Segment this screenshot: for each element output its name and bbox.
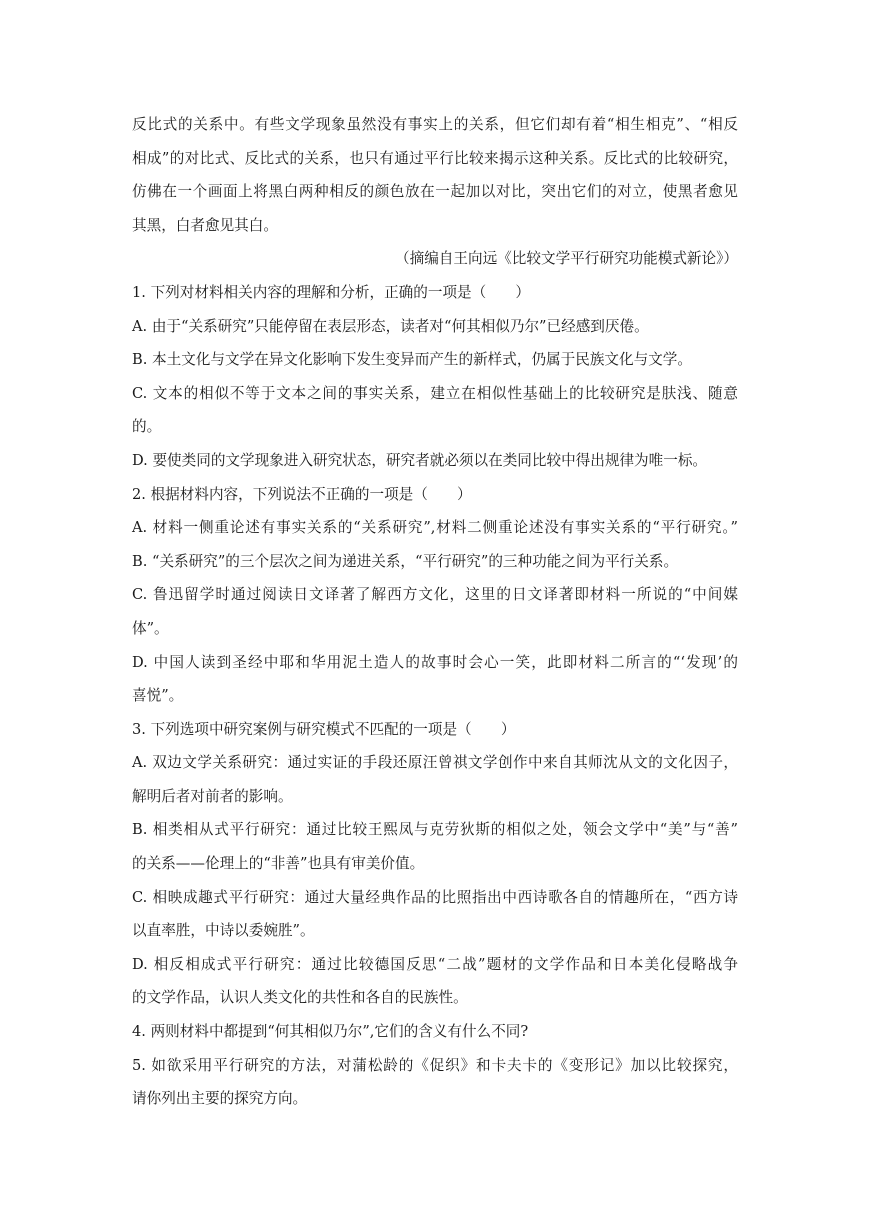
document-page xyxy=(132,108,738,1116)
passage-line: 相成”的对比式、反比式的关系，也只有通过平行比较来揭示这种关系。反比式的比较研究， xyxy=(132,149,738,167)
option-a: A. 材料一侧重论述有事实关系的“关系研究”,材料二侧重论述没有事实关系的“平行研究。” xyxy=(132,519,738,537)
option-c-continuation: 以直率胜，中诗以委婉胜”。 xyxy=(132,922,315,940)
question-2 xyxy=(132,478,738,713)
option-c-continuation: 的。 xyxy=(132,418,162,436)
question-stem: 5. 如欲采用平行研究的方法，对蒲松龄的《促织》和卡夫卡的《变形记》加以比较探究， xyxy=(132,1056,738,1074)
option-b-continuation: 的关系——伦理上的“非善”也具有审美价值。 xyxy=(132,855,425,873)
option-b: B. 本土文化与文学在异文化影响下发生变异而产生的新样式，仍属于民族文化与文学。 xyxy=(132,351,692,369)
passage-line: 仿佛在一个画面上将黑白两种相反的颜色放在一起加以对比，突出它们的对立，使黑者愈见 xyxy=(132,183,738,201)
option-c: C. 鲁迅留学时通过阅读日文译著了解西方文化，这里的日文译著即材料一所说的“中间媒 xyxy=(132,586,738,604)
question-stem: 2. 根据材料内容，下列说法不正确的一项是（ ） xyxy=(132,485,472,503)
question-3 xyxy=(132,713,738,1015)
option-d-continuation: 的文学作品，认识人类文化的共性和各自的民族性。 xyxy=(132,989,468,1007)
question-stem-continuation: 请你列出主要的探究方向。 xyxy=(132,1090,308,1108)
question-5 xyxy=(132,1049,738,1116)
option-b: B. 相类相从式平行研究：通过比较王熙凤与克劳狄斯的相似之处，领会文学中“美”与“善” xyxy=(132,821,738,839)
option-a-continuation: 解明后者对前者的影响。 xyxy=(132,787,293,805)
question-4 xyxy=(132,1015,738,1049)
option-d: D. 相反相成式平行研究：通过比较德国反思“二战”题材的文学作品和日本美化侵略战争 xyxy=(132,955,738,973)
option-c-continuation: 体”。 xyxy=(132,619,169,637)
option-a: A. 双边文学关系研究：通过实证的手段还原汪曾祺文学创作中来自其师沈从文的文化因子， xyxy=(132,754,738,772)
option-d-continuation: 喜悦”。 xyxy=(132,687,184,705)
passage xyxy=(132,108,738,276)
option-d: D. 要使类同的文学现象进入研究状态，研究者就必须以在类同比较中得出规律为唯一标。 xyxy=(132,451,708,469)
option-a: A. 由于“关系研究”只能停留在表层形态，读者对“何其相似乃尔”已经感到厌倦。 xyxy=(132,317,649,335)
question-stem: 4. 两则材料中都提到“何其相似乃尔”,它们的含义有什么不同? xyxy=(132,1023,529,1041)
question-stem: 3. 下列选项中研究案例与研究模式不匹配的一项是（ ） xyxy=(132,720,516,738)
option-d: D. 中国人读到圣经中耶和华用泥土造人的故事时会心一笑，此即材料二所言的“‘发现’的 xyxy=(132,653,738,671)
passage-line: 反比式的关系中。有些文学现象虽然没有事实上的关系，但它们却有着“相生相克”、“相反 xyxy=(132,116,738,133)
passage-line: 其黑，白者愈见其白。 xyxy=(132,216,278,234)
option-c: C. 文本的相似不等于文本之间的事实关系，建立在相似性基础上的比较研究是肤浅、随意 xyxy=(132,384,738,402)
question-1 xyxy=(132,276,738,478)
option-c: C. 相映成趣式平行研究：通过大量经典作品的比照指出中西诗歌各自的情趣所在，“西方诗 xyxy=(132,888,738,906)
option-b: B. “关系研究”的三个层次之间为递进关系，“平行研究”的三种功能之间为平行关系。 xyxy=(132,552,679,570)
question-stem: 1. 下列对材料相关内容的理解和分析，正确的一项是（ ） xyxy=(132,283,531,301)
passage-source: （摘编自王向远《比较文学平行研究功能模式新论》） xyxy=(395,250,738,268)
